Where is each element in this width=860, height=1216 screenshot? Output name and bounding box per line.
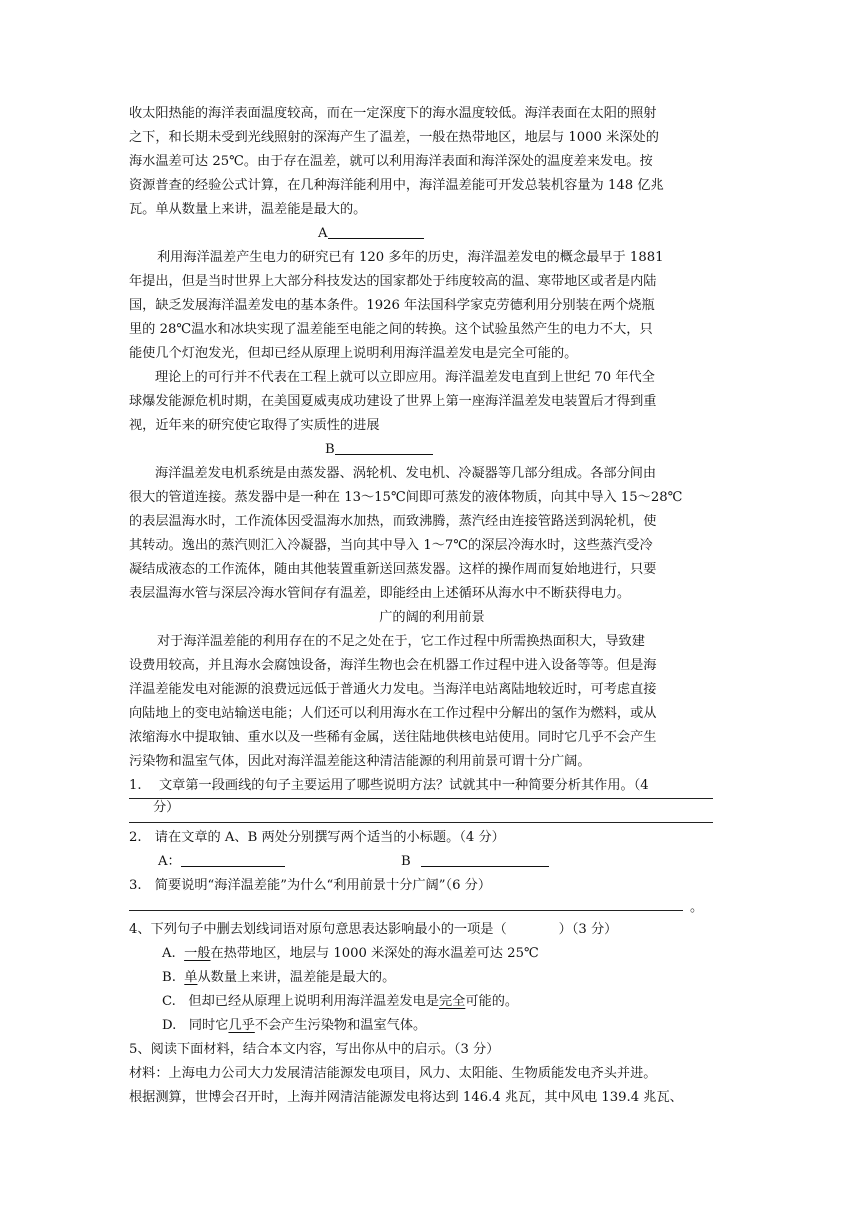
passage-line: 球爆发能源危机时期，在美国夏威夷成功建设了世界上第一座海洋温差发电装置后才得到重	[129, 394, 657, 409]
passage-line: 很大的管道连接。蒸发器中是一种在 13～15℃间即可蒸发的液体物质，向其中导入 15～28℃	[129, 490, 683, 505]
subheading-a-blank	[328, 223, 424, 239]
option-a-underlined: 一般	[184, 946, 211, 961]
answer-b-blank[interactable]	[421, 851, 549, 867]
option-d-text-end: 不会产生污染物和温室气体。	[254, 1018, 427, 1033]
question-3: 3. 简要说明“海洋温差能”为什么“利用前景十分广阔”（6 分）	[129, 878, 492, 893]
passage-line: 对于海洋温差能的利用存在的不足之处在于，它工作过程中所需换热面积大，导致建	[157, 634, 645, 649]
passage-line: 利用海洋温差产生电力的研究已有 120 多年的历史，海洋温差发电的概念最早于 1881	[157, 250, 664, 265]
subheading-c: 广的阔的利用前景	[379, 610, 485, 625]
option-c-label: C.	[162, 994, 176, 1009]
material-line: 材料：上海电力公司大力发展清洁能源发电项目，风力、太阳能、生物质能发电齐头并进。	[129, 1066, 657, 1081]
passage-line: 的表层温海水时，工作流体因受温海水加热，而致沸腾，蒸汽经由连接管路送到涡轮机，使	[129, 514, 657, 529]
answer-end-mark: 。	[690, 900, 704, 915]
question-4-text: 4、下列句子中删去划线词语对原句意思表达影响最小的一项是（	[129, 922, 507, 937]
passage-line: 能使几个灯泡发光，但却已经从原理上说明利用海洋温差发电是完全可能的。	[129, 346, 578, 361]
answer-b-label: B	[401, 854, 411, 869]
passage-line: 瓦。单从数量上来讲，温差能是最大的。	[129, 202, 367, 217]
answer-a-blank[interactable]	[181, 851, 285, 867]
answer-line[interactable]	[129, 910, 683, 911]
passage-line: 资源普查的经验公式计算，在几种海洋能利用中，海洋温差能可开发总装机容量为 148 亿兆	[129, 178, 664, 193]
answer-line[interactable]	[129, 798, 713, 799]
material-line: 根据测算，世博会召开时，上海并网清洁能源发电将达到 146.4 兆瓦，其中风电 139.4 兆瓦、	[129, 1090, 683, 1105]
question-2: 2. 请在文章的 A、B 两处分别撰写两个适当的小标题。（4 分）	[129, 830, 505, 845]
passage-line: 污染物和温室气体，因此对海洋温差能这种清洁能源的利用前景可谓十分广阔。	[129, 754, 591, 769]
passage-line: 海水温差可达 25℃。由于存在温差，就可以利用海洋表面和海洋深处的温度差来发电。按	[129, 154, 653, 169]
option-c-text: 但却已经从原理上说明利用海洋温差发电是	[188, 994, 439, 1009]
passage-line: 国，缺乏发展海洋温差发电的基本条件。1926 年法国科学家克劳德利用分别装在两个烧瓶	[129, 298, 655, 313]
option-a-text: 在热带地区，地层与 1000 米深处的海水温差可达 25℃	[210, 946, 539, 961]
option-c[interactable]	[162, 990, 722, 1014]
passage-line: 之下，和长期未受到光线照射的深海产生了温差，一般在热带地区，地层与 1000 米深处的	[129, 130, 659, 145]
passage-line: 理论上的可行并不代表在工程上就可以立即应用。海洋温差发电直到上世纪 70 年代全	[155, 370, 655, 385]
passage-line: 浓缩海水中提取铀、重水以及一些稀有金属，送往陆地供核电站使用。同时它几乎不会产生	[129, 730, 657, 745]
option-d-label: D.	[162, 1018, 177, 1033]
option-a[interactable]	[162, 942, 722, 966]
passage-line: 里的 28℃温水和冰块实现了温差能至电能之间的转换。这个试验虽然产生的电力不大，只	[129, 322, 653, 337]
subheading-b-blank	[335, 439, 433, 455]
answer-a-label: A：	[158, 854, 181, 869]
option-b-label: B.	[162, 970, 176, 985]
answer-b	[401, 850, 551, 874]
option-b-text: 从数量上来讲，温差能是最大的。	[197, 970, 396, 985]
option-c-underlined: 完全	[438, 994, 466, 1009]
question-1: 1. 文章第一段画线的句子主要运用了哪些说明方法？试就其中一种简要分析其作用。（4	[129, 778, 649, 793]
question-4	[129, 918, 735, 942]
subheading-a-label: A	[318, 226, 328, 241]
subheading-b	[325, 438, 445, 462]
passage-line: 凝结成液态的工作流体，随由其他装置重新送回蒸发器。这样的操作周而复始地进行，只要	[129, 562, 657, 577]
option-d-underlined: 几乎	[228, 1018, 255, 1033]
option-d[interactable]	[162, 1014, 722, 1038]
passage-line: 收太阳热能的海洋表面温度较高，而在一定深度下的海水温度较低。海洋表面在太阳的照射	[129, 106, 657, 121]
subheading-a	[318, 222, 438, 246]
option-c-text-end: 可能的。	[465, 994, 519, 1009]
passage-line: 洋温差能发电对能源的浪费远远低于普通火力发电。当海洋电站离陆地较近时，可考虑直接	[129, 682, 657, 697]
option-d-text: 同时它	[188, 1018, 229, 1033]
passage-line: 其转动。逸出的蒸汽则汇入冷凝器，当向其中导入 1～7℃的深层冷海水时，这些蒸汽受冷	[129, 538, 653, 553]
passage-line: 年提出，但是当时世界上大部分科技发达的国家都处于纬度较高的温、寒带地区或者是内陆	[129, 274, 657, 289]
passage-line: 设费用较高，并且海水会腐蚀设备，海洋生物也会在机器工作过程中进入设备等等。但是海	[129, 658, 657, 673]
passage-line: 海洋温差发电机系统是由蒸发器、涡轮机、发电机、冷凝器等几部分组成。各部分间由	[155, 466, 657, 481]
passage-line: 向陆地上的变电站输送电能；人们还可以利用海水在工作过程中分解出的氢作为燃料，或从	[129, 706, 657, 721]
subheading-b-label: B	[325, 442, 335, 457]
passage-line: 表层温海水管与深层冷海水管间存有温差，即能经由上述循环从海水中不断获得电力。	[129, 586, 631, 601]
question-4-points: ）（3 分）	[558, 922, 618, 937]
answer-a	[158, 850, 298, 874]
passage-line: 视，近年来的研究使它取得了实质性的进展	[129, 418, 380, 433]
option-b-underlined: 单	[184, 970, 198, 985]
answer-line[interactable]	[129, 822, 713, 823]
option-b[interactable]	[162, 966, 722, 990]
question-1-continued: 分）	[153, 800, 180, 815]
question-5: 5、阅读下面材料，结合本文内容，写出你从中的启示。（3 分）	[129, 1042, 500, 1057]
option-a-label: A.	[162, 946, 176, 961]
